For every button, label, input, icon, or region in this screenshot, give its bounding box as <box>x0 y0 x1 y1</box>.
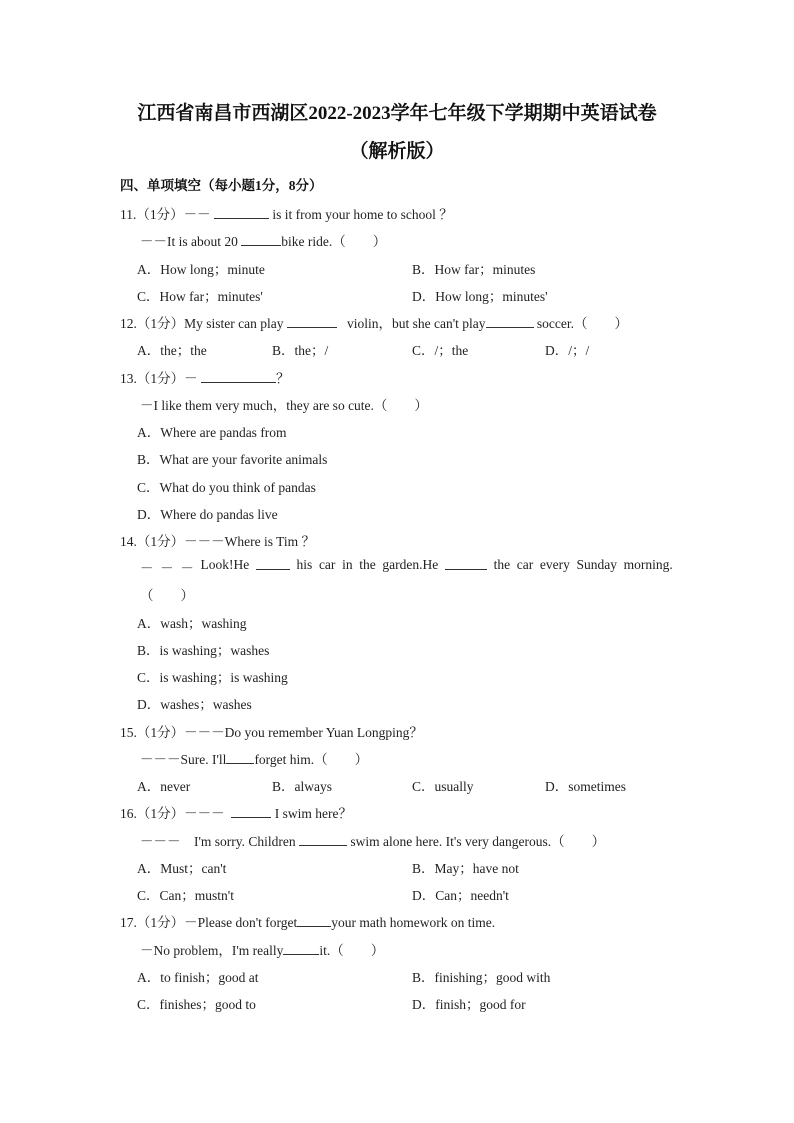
question-14-stem: 14.（1分）－－－Where is Tim ？ <box>120 534 316 549</box>
question-17-stem: 17.（1分）－Please don't forget your math homework on time. <box>120 915 496 930</box>
question-12-stem: 12.（1分）My sister can play violin，but she can't play soccer.（ ） <box>120 316 629 331</box>
option-d[interactable]: D．Can；needn't <box>412 888 509 903</box>
option-a[interactable]: A．Where are pandas from <box>137 425 287 440</box>
option-c[interactable]: C．What do you think of pandas <box>137 480 316 495</box>
question-11-response: －－It is about 20 bike ride.（ ） <box>140 234 387 249</box>
question-15-response: －－－Sure. I'll forget him.（ ） <box>140 752 369 767</box>
question-15-stem: 15.（1分）－－－Do you remember Yuan Longping？ <box>120 725 423 740</box>
option-c[interactable]: C．is washing；is washing <box>137 670 288 685</box>
question-11-stem: 11.（1分）－－ is it from your home to school ？ <box>120 207 453 222</box>
option-b[interactable]: B．is washing；washes <box>137 643 270 658</box>
question-score: （1分） <box>136 207 184 222</box>
option-c[interactable]: C．/；the <box>412 343 469 358</box>
question-score: （1分） <box>136 316 185 331</box>
option-a[interactable]: A．wash；washing <box>137 616 247 631</box>
answer-blank <box>214 206 269 219</box>
question-number: 16. <box>120 806 137 821</box>
answer-blank <box>299 833 347 846</box>
answer-blank <box>231 805 271 818</box>
answer-blank <box>445 557 487 570</box>
question-score: （1分） <box>136 371 185 386</box>
answer-parentheses: （ ） <box>140 588 194 603</box>
question-score: （1分） <box>136 806 185 821</box>
answer-blank <box>241 233 281 246</box>
option-b[interactable]: B．the；/ <box>272 343 329 358</box>
option-d[interactable]: D．/；/ <box>545 343 590 358</box>
answer-blank <box>256 557 290 570</box>
answer-blank <box>283 942 319 955</box>
option-b[interactable]: B．always <box>272 779 332 794</box>
option-d[interactable]: D．Where do pandas live <box>137 507 278 522</box>
option-c[interactable]: C．finishes；good to <box>137 997 256 1012</box>
option-b[interactable]: B．What are your favorite animals <box>137 452 328 467</box>
answer-blank <box>486 315 534 328</box>
question-14-response: － － － Look!He his car in the garden.He the car every Sunday morning. <box>140 557 673 576</box>
question-16-stem: 16.（1分）－－－ I swim here？ <box>120 806 352 821</box>
document-subtitle: （解析版） <box>349 141 445 162</box>
option-c[interactable]: C．How far；minutes' <box>137 289 263 304</box>
question-number: 13. <box>120 371 137 386</box>
question-number: 15. <box>120 725 137 740</box>
question-score: （1分） <box>136 915 185 930</box>
question-number: 11. <box>120 207 137 222</box>
section-heading: 四、单项填空（每小题1分，8分） <box>120 178 323 193</box>
answer-blank <box>287 315 337 328</box>
answer-blank <box>297 914 331 927</box>
option-d[interactable]: D．How long；minutes' <box>412 289 548 304</box>
option-d[interactable]: D．sometimes <box>545 779 626 794</box>
option-c[interactable]: C．usually <box>412 779 474 794</box>
question-number: 14. <box>120 534 137 549</box>
option-c[interactable]: C．Can；mustn't <box>137 888 234 903</box>
option-a[interactable]: A．never <box>137 779 191 794</box>
option-d[interactable]: D．finish；good for <box>412 997 526 1012</box>
option-b[interactable]: B．May；have not <box>412 861 519 876</box>
question-score: （1分） <box>136 725 185 740</box>
option-a[interactable]: A．Must；can't <box>137 861 227 876</box>
option-d[interactable]: D．washes；washes <box>137 697 252 712</box>
answer-blank <box>226 751 254 764</box>
answer-blank <box>201 370 276 383</box>
option-b[interactable]: B．finishing；good with <box>412 970 551 985</box>
question-17-response: －No problem，I'm really it.（ ） <box>140 943 385 958</box>
question-score: （1分） <box>136 534 185 549</box>
document-title: 江西省南昌市西湖区2022-2023学年七年级下学期期中英语试卷 <box>137 103 657 124</box>
question-number: 17. <box>120 915 137 930</box>
option-a[interactable]: A．How long；minute <box>137 262 265 277</box>
option-a[interactable]: A．the；the <box>137 343 207 358</box>
question-16-response: －－－ I'm sorry. Children swim alone here. It's very dangerous.（ ） <box>140 834 606 849</box>
option-a[interactable]: A．to finish；good at <box>137 970 259 985</box>
question-13-response: －I like them very much，they are so cute.（ ） <box>140 398 428 413</box>
question-13-stem: 13.（1分）－ ？ <box>120 371 290 386</box>
option-b[interactable]: B．How far；minutes <box>412 262 536 277</box>
question-number: 12. <box>120 316 137 331</box>
